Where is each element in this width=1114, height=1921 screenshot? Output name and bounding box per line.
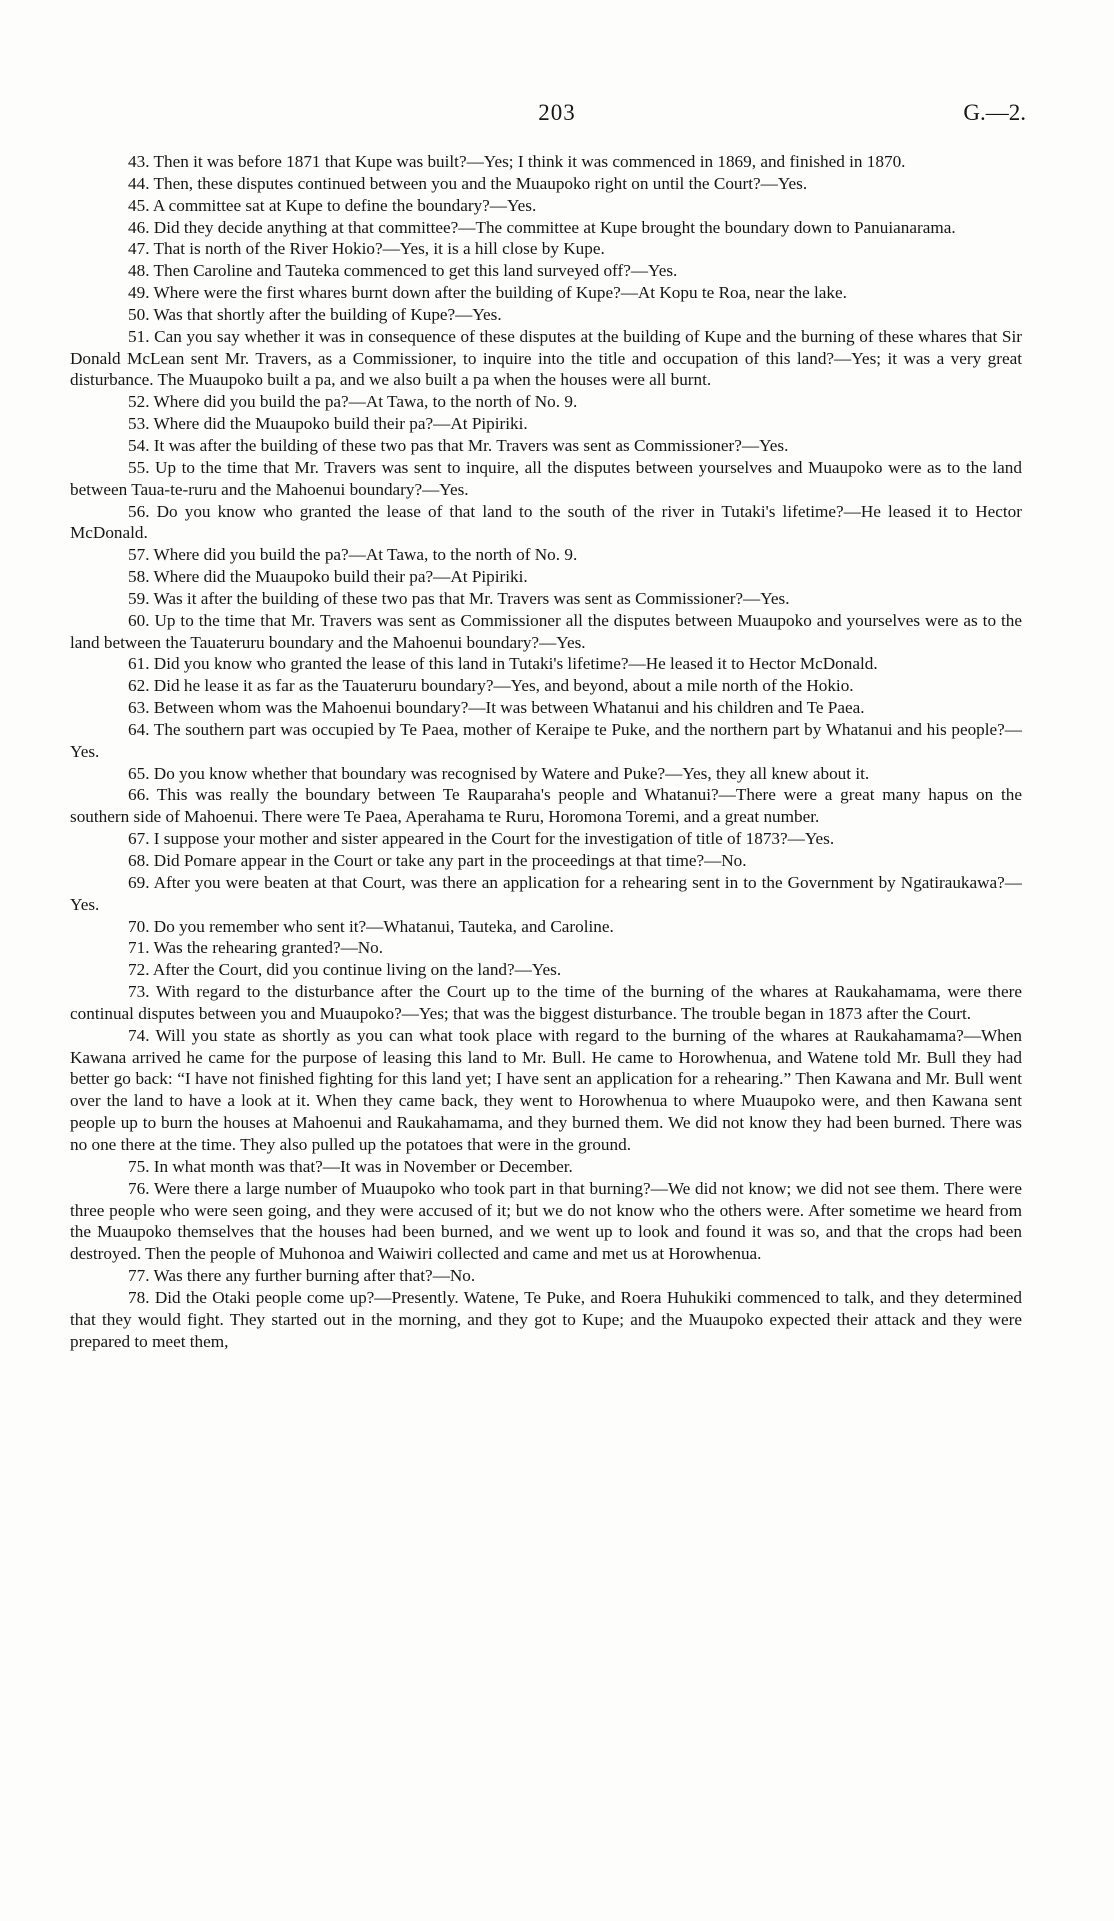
testimony-paragraph: 53. Where did the Muaupoko build their pa?—At Pipiriki. bbox=[128, 414, 528, 434]
testimony-paragraph: 57. Where did you build the pa?—At Tawa, to the north of No. 9. bbox=[128, 545, 578, 565]
testimony-paragraph: 43. Then it was before 1871 that Kupe was built?—Yes; I think it was commenced in 1869, and finished in 1870. bbox=[128, 152, 906, 171]
testimony-paragraph: 77. Was there any further burning after that?—No. bbox=[128, 1266, 476, 1286]
testimony-paragraph: 52. Where did you build the pa?—At Tawa, to the north of No. 9. bbox=[128, 392, 578, 412]
testimony-paragraph: 78. Did the Otaki people come up?—Presently. Watene, Te Puke, and Roera Huhukiki commenced to talk, and they determined that they would fight. They started out in the morning, and they got to Kupe; and the Muaupoko expected their attack and they were prepared to meet them, bbox=[70, 1287, 1022, 1351]
testimony-paragraph: 72. After the Court, did you continue living on the land?—Yes. bbox=[128, 960, 562, 980]
testimony-paragraph: 54. It was after the building of these two pas that Mr. Travers was sent as Commissioner?—Yes. bbox=[128, 435, 789, 455]
testimony-paragraph: 56. Do you know who granted the lease of that land to the south of the river in Tutaki's lifetime?—He leased it to Hector McDonald. bbox=[70, 501, 1022, 543]
testimony-paragraph: 69. After you were beaten at that Court, was there an application for a rehearing sent in to the Government by Ngatiraukawa?—Yes. bbox=[70, 872, 1022, 914]
testimony-paragraph: 74. Will you state as shortly as you can what took place with regard to the burning of the whares at Raukahamama?—When Kawana arrived he came for the purpose of leasing this land to Mr. Bull. He came to Horowhenua, and Watene told Mr. Bull they had better go back: “I have not finished fighting for this land yet; I have sent an application for a rehearing.” Then Kawana and Mr. Bull went over the land to have a look at it. When they came back, they went to Horowhenua to where Muaupoko were, and then Kawana sent people up to burn the houses at Mahoenui and Raukahamama, and they burned them. We did not know they had been burned. There was no one there at the time. They also pulled up the potatoes that were in the ground. bbox=[70, 1025, 1022, 1154]
testimony-paragraph: 49. Where were the first whares burnt down after the building of Kupe?—At Kopu te Roa, near the lake. bbox=[128, 283, 847, 303]
testimony-paragraph: 67. I suppose your mother and sister appeared in the Court for the investigation of title of 1873?—Yes. bbox=[128, 829, 835, 849]
testimony-paragraph: 58. Where did the Muaupoko build their pa?—At Pipiriki. bbox=[128, 567, 528, 587]
testimony-paragraph: 73. With regard to the disturbance after the Court up to the time of the burning of the whares at Raukahamama, were there continual disputes between you and Muaupoko?—Yes; that was the biggest disturbance. The trouble began in 1873 after the Court. bbox=[70, 982, 1022, 1023]
testimony-paragraph: 71. Was the rehearing granted?—No. bbox=[128, 938, 384, 958]
testimony-paragraph: 51. Can you say whether it was in consequence of these disputes at the building of Kupe and the burning of these whares that Sir Donald McLean sent Mr. Travers, as a Commissioner, to inquire into the title and occupation of this land?—Yes; it was a very great disturbance. The Muaupoko built a pa, and we also built a pa when the houses were all burnt. bbox=[70, 326, 1022, 390]
testimony-paragraph: 75. In what month was that?—It was in November or December. bbox=[128, 1156, 573, 1176]
page-number: 203 bbox=[538, 100, 576, 125]
testimony-paragraph: 65. Do you know whether that boundary was recognised by Watere and Puke?—Yes, they all knew about it. bbox=[128, 763, 870, 783]
testimony-paragraph: 64. The southern part was occupied by Te Paea, mother of Keraipe te Puke, and the northern part by Whatanui and his people?—Yes. bbox=[70, 719, 1022, 761]
testimony-paragraph: 63. Between whom was the Mahoenui boundary?—It was between Whatanui and his children and Te Paea. bbox=[128, 698, 865, 718]
testimony-paragraph: 61. Did you know who granted the lease of this land in Tutaki's lifetime?—He leased it to Hector McDonald. bbox=[128, 654, 878, 674]
document-body bbox=[70, 151, 1022, 1352]
testimony-paragraph: 62. Did he lease it as far as the Tauateruru boundary?—Yes, and beyond, about a mile north of the Hokio. bbox=[128, 676, 854, 696]
testimony-paragraph: 44. Then, these disputes continued between you and the Muaupoko right on until the Court?—Yes. bbox=[128, 173, 808, 193]
testimony-paragraph: 45. A committee sat at Kupe to define the boundary?—Yes. bbox=[128, 195, 537, 215]
testimony-paragraph: 59. Was it after the building of these two pas that Mr. Travers was sent as Commissioner?—Yes. bbox=[128, 588, 790, 608]
report-code: G.—2. bbox=[963, 100, 1026, 125]
testimony-paragraph: 46. Did they decide anything at that committee?—The committee at Kupe brought the boundary down to Panuianarama. bbox=[128, 217, 956, 237]
testimony-paragraph: 76. Were there a large number of Muaupoko who took part in that burning?—We did not know; we did not see them. There were three people who were seen going, and they were accused of it; but we do not know who the others were. After sometime we heard from the Muaupoko themselves that the houses had been burned, and we went up to look and found it was so, and that the crops had been destroyed. Then the people of Muhonoa and Waiwiri collected and came and met us at Horowhenua. bbox=[70, 1178, 1022, 1264]
testimony-paragraph: 48. Then Caroline and Tauteka commenced to get this land surveyed off?—Yes. bbox=[128, 261, 678, 281]
testimony-paragraph: 70. Do you remember who sent it?—Whatanui, Tauteka, and Caroline. bbox=[128, 916, 614, 936]
testimony-paragraph: 55. Up to the time that Mr. Travers was sent to inquire, all the disputes between yourselves and Muaupoko were as to the land between Taua-te-ruru and the Mahoenui boundary?—Yes. bbox=[70, 457, 1022, 499]
page-header bbox=[0, 100, 1114, 130]
testimony-paragraph: 66. This was really the boundary between Te Rauparaha's people and Whatanui?—There were a great many hapus on the southern side of Mahoenui. There were Te Paea, Aperahama te Ruru, Horomona Toremi, and a great number. bbox=[70, 785, 1022, 827]
testimony-paragraph: 68. Did Pomare appear in the Court or take any part in the proceedings at that time?—No. bbox=[128, 851, 747, 870]
testimony-paragraph: 47. That is north of the River Hokio?—Yes, it is a hill close by Kupe. bbox=[128, 239, 605, 259]
testimony-paragraph: 60. Up to the time that Mr. Travers was sent as Commissioner all the disputes between Muaupoko and yourselves were as to the land between the Tauateruru boundary and the Mahoenui boundary?—Yes. bbox=[70, 610, 1022, 652]
testimony-paragraph: 50. Was that shortly after the building of Kupe?—Yes. bbox=[128, 304, 502, 324]
